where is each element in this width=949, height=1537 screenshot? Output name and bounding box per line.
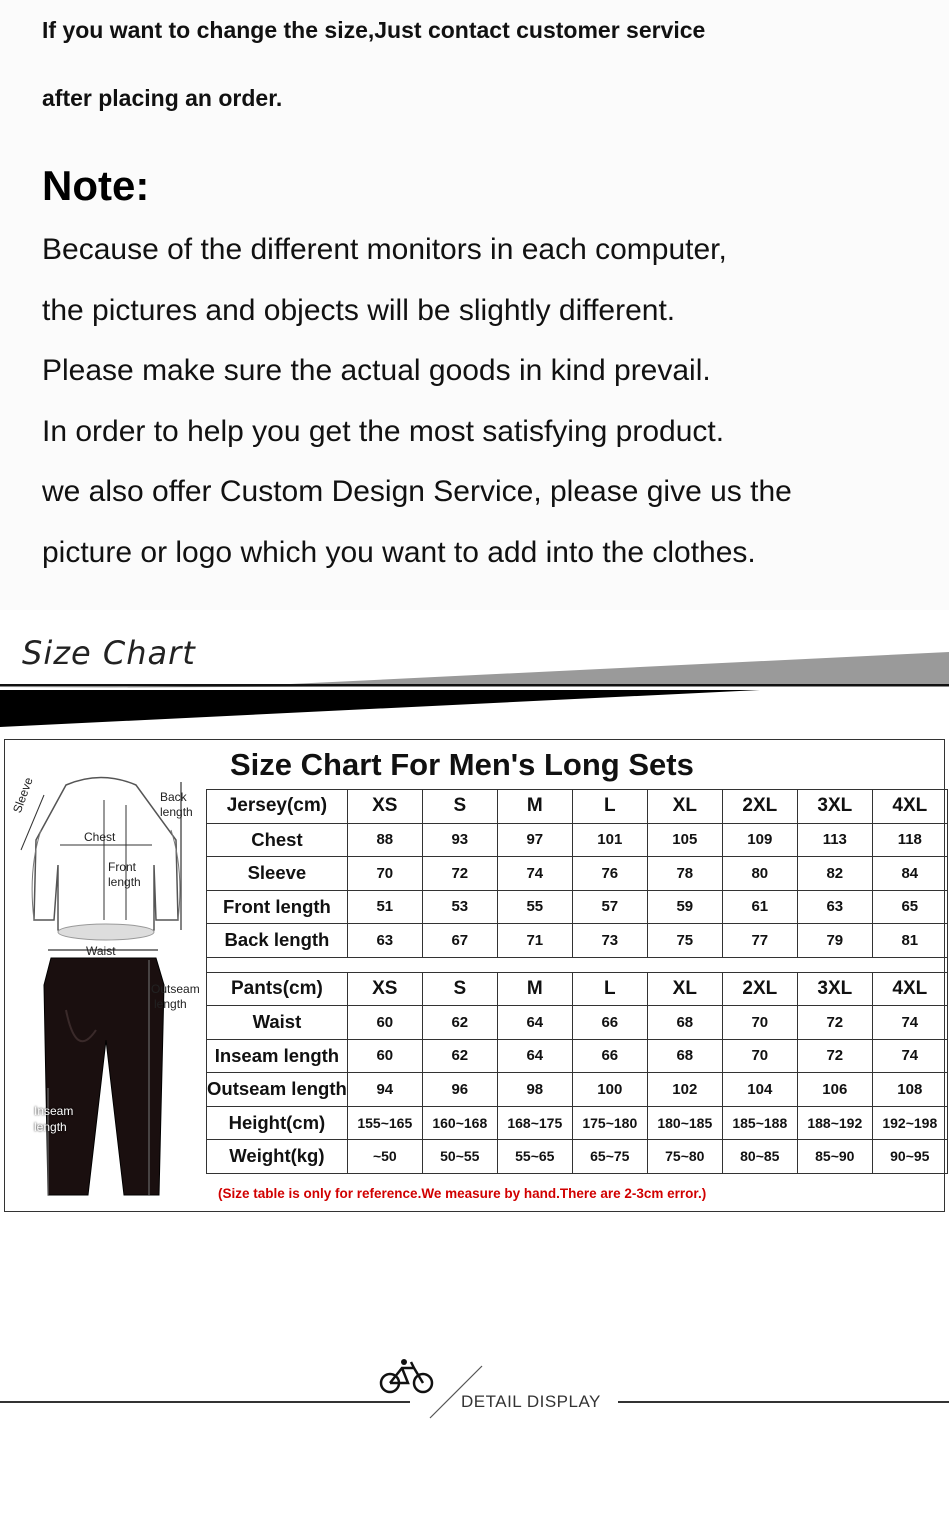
table-cell: 62 — [422, 1006, 497, 1040]
table-cell: 175~180 — [572, 1106, 647, 1140]
table-cell: 55~65 — [497, 1140, 572, 1174]
table-cell: XS — [347, 972, 422, 1006]
footer-divider-right — [618, 1401, 949, 1403]
intro-line-2: after placing an order. — [42, 85, 283, 111]
bicycle-icon — [378, 1358, 488, 1423]
table-cell: 75 — [647, 924, 722, 958]
jersey-header-row — [207, 790, 948, 824]
table-cell: 53 — [422, 890, 497, 924]
detail-display-label: DETAIL DISPLAY — [461, 1392, 601, 1411]
sleeve-label: Sleeve — [10, 775, 36, 815]
size-table — [206, 789, 948, 1174]
table-row — [207, 1006, 948, 1040]
table-cell: 84 — [872, 857, 947, 891]
table-cell: 64 — [497, 1039, 572, 1073]
table-cell: 60 — [347, 1039, 422, 1073]
table-cell: 101 — [572, 823, 647, 857]
table-cell: ~50 — [347, 1140, 422, 1174]
table-cell: 61 — [722, 890, 797, 924]
table-cell: 155~165 — [347, 1106, 422, 1140]
table-cell: 59 — [647, 890, 722, 924]
table-spacer-row — [207, 957, 948, 972]
waist-label: Waist — [86, 944, 116, 958]
inseam-label: Inseam — [34, 1104, 74, 1118]
table-cell: S — [422, 972, 497, 1006]
table-cell: 64 — [497, 1006, 572, 1040]
table-cell: 192~198 — [872, 1106, 947, 1140]
table-row — [207, 924, 948, 958]
note-line: we also offer Custom Design Service, please give us the — [42, 475, 792, 508]
table-row — [207, 1073, 948, 1107]
table-cell: 168~175 — [497, 1106, 572, 1140]
table-cell: 97 — [497, 823, 572, 857]
table-spacer — [207, 957, 948, 972]
table-cell: Sleeve — [207, 857, 348, 891]
table-cell: 51 — [347, 890, 422, 924]
table-cell: 55 — [497, 890, 572, 924]
section-title: Size Chart — [22, 634, 196, 672]
table-cell: 94 — [347, 1073, 422, 1107]
intro-line-1: If you want to change the size,Just contact customer service — [42, 17, 706, 43]
table-cell: 68 — [647, 1006, 722, 1040]
table-cell: 68 — [647, 1039, 722, 1073]
table-cell: 78 — [647, 857, 722, 891]
table-cell: 63 — [347, 924, 422, 958]
table-cell: 74 — [497, 857, 572, 891]
table-cell: 75~80 — [647, 1140, 722, 1174]
table-cell: 66 — [572, 1039, 647, 1073]
table-cell: 98 — [497, 1073, 572, 1107]
note-line: In order to help you get the most satisfying product. — [42, 415, 725, 448]
table-cell: 79 — [797, 924, 872, 958]
note-line: Because of the different monitors in each computer, — [42, 233, 727, 266]
inseam-label-2: length — [34, 1120, 67, 1134]
table-cell: 180~185 — [647, 1106, 722, 1140]
table-cell: 4XL — [872, 972, 947, 1006]
table-cell: S — [422, 790, 497, 824]
table-cell: 2XL — [722, 972, 797, 1006]
table-cell: 113 — [797, 823, 872, 857]
table-cell: 188~192 — [797, 1106, 872, 1140]
table-row — [207, 890, 948, 924]
table-cell: 88 — [347, 823, 422, 857]
table-cell: Height(cm) — [207, 1106, 348, 1140]
table-cell: 80~85 — [722, 1140, 797, 1174]
table-cell: 70 — [722, 1006, 797, 1040]
table-cell: 63 — [797, 890, 872, 924]
table-cell: Front length — [207, 890, 348, 924]
table-cell: 66 — [572, 1006, 647, 1040]
table-cell: L — [572, 972, 647, 1006]
table-cell: L — [572, 790, 647, 824]
table-cell: 104 — [722, 1073, 797, 1107]
size-chart-title: Size Chart For Men's Long Sets — [230, 747, 694, 782]
table-cell: 65~75 — [572, 1140, 647, 1174]
table-cell: Back length — [207, 924, 348, 958]
outseam-label-2: length — [154, 997, 187, 1011]
table-cell: 160~168 — [422, 1106, 497, 1140]
table-cell: 72 — [422, 857, 497, 891]
table-cell: 96 — [422, 1073, 497, 1107]
note-line: picture or logo which you want to add into the clothes. — [42, 536, 756, 569]
table-cell: 73 — [572, 924, 647, 958]
table-cell: 65 — [872, 890, 947, 924]
table-cell: 85~90 — [797, 1140, 872, 1174]
table-cell: 74 — [872, 1006, 947, 1040]
table-cell: Weight(kg) — [207, 1140, 348, 1174]
table-cell: 80 — [722, 857, 797, 891]
table-cell: XS — [347, 790, 422, 824]
table-cell: 60 — [347, 1006, 422, 1040]
table-cell: M — [497, 972, 572, 1006]
table-row — [207, 823, 948, 857]
footer-divider-left — [0, 1401, 410, 1403]
table-cell: XL — [647, 790, 722, 824]
table-cell: 4XL — [872, 790, 947, 824]
note-title: Note: — [42, 162, 150, 209]
back-length-label-2: length — [160, 805, 193, 819]
table-cell: 76 — [572, 857, 647, 891]
table-cell: 50~55 — [422, 1140, 497, 1174]
back-length-label: Back — [160, 790, 187, 804]
table-cell: 57 — [572, 890, 647, 924]
table-cell: 90~95 — [872, 1140, 947, 1174]
table-cell: 67 — [422, 924, 497, 958]
table-cell: 77 — [722, 924, 797, 958]
note-line: Please make sure the actual goods in kind prevail. — [42, 354, 711, 387]
table-cell: XL — [647, 972, 722, 1006]
table-cell: 62 — [422, 1039, 497, 1073]
table-cell: 2XL — [722, 790, 797, 824]
table-cell: 71 — [497, 924, 572, 958]
table-cell: Pants(cm) — [207, 972, 348, 1006]
table-cell: 70 — [722, 1039, 797, 1073]
table-cell: 72 — [797, 1006, 872, 1040]
table-cell: 81 — [872, 924, 947, 958]
front-length-label: Front — [108, 860, 137, 874]
table-cell: 109 — [722, 823, 797, 857]
table-cell: 70 — [347, 857, 422, 891]
table-row — [207, 857, 948, 891]
table-cell: 82 — [797, 857, 872, 891]
table-cell: 106 — [797, 1073, 872, 1107]
table-cell: 72 — [797, 1039, 872, 1073]
table-cell: M — [497, 790, 572, 824]
table-cell: 74 — [872, 1039, 947, 1073]
chest-label: Chest — [84, 830, 116, 844]
table-cell: Inseam length — [207, 1039, 348, 1073]
table-row — [207, 1039, 948, 1073]
note-line: the pictures and objects will be slightly different. — [42, 294, 676, 327]
front-length-label-2: length — [108, 875, 141, 889]
table-cell: 3XL — [797, 790, 872, 824]
table-cell: Outseam length — [207, 1073, 348, 1107]
table-row — [207, 1106, 948, 1140]
table-cell: Waist — [207, 1006, 348, 1040]
table-cell: Jersey(cm) — [207, 790, 348, 824]
table-cell: 3XL — [797, 972, 872, 1006]
size-disclaimer: (Size table is only for reference.We measure by hand.There are 2-3cm error.) — [218, 1186, 707, 1201]
table-row — [207, 1140, 948, 1174]
table-cell: 105 — [647, 823, 722, 857]
table-cell: 102 — [647, 1073, 722, 1107]
pants-header-row — [207, 972, 948, 1006]
outseam-label: Outseam — [151, 982, 200, 996]
table-cell: 100 — [572, 1073, 647, 1107]
table-cell: 185~188 — [722, 1106, 797, 1140]
table-cell: 108 — [872, 1073, 947, 1107]
table-cell: 118 — [872, 823, 947, 857]
table-cell: Chest — [207, 823, 348, 857]
table-cell: 93 — [422, 823, 497, 857]
